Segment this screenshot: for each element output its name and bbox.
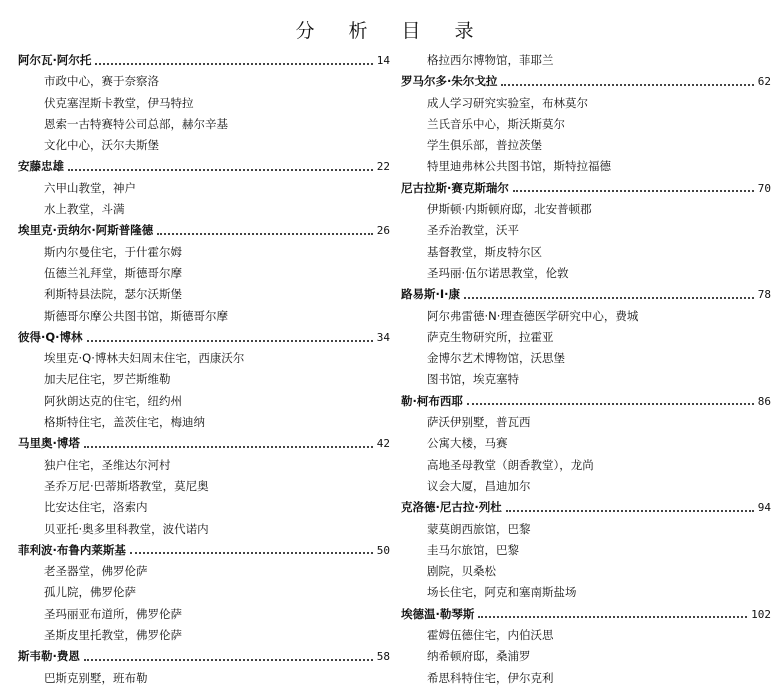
- toc-building-entry: 纳希顿府邸，桑浦罗: [427, 649, 531, 664]
- toc-building-entry: 伏克塞涅斯卡教堂，伊马特拉: [44, 95, 194, 110]
- toc-building-entry: 圭马尔旅馆，巴黎: [427, 542, 519, 557]
- toc-building-entry: 阿狄朗达克的住宅，纽约州: [44, 393, 182, 408]
- toc-building-entry: 利斯特县法院，瑟尔沃斯堡: [44, 287, 182, 302]
- toc-building-entry: 金博尔艺术博物馆，沃思堡: [427, 351, 565, 366]
- dot-leader: [464, 297, 754, 299]
- dot-leader: [68, 169, 373, 171]
- toc-section-entry: [401, 391, 771, 412]
- toc-building-entry: 图书馆，埃克塞特: [427, 372, 519, 387]
- toc-building-entry: 六甲山教堂，神户: [44, 180, 136, 195]
- toc-left-column: [18, 50, 390, 689]
- toc-building-entry: 特里迪弗林公共图书馆，斯特拉福德: [427, 159, 611, 174]
- toc-building-entry: 恩索一古特赛特公司总部，赫尔辛基: [44, 116, 228, 131]
- page-number: 50: [376, 543, 390, 557]
- page-number: 22: [376, 160, 390, 174]
- toc-building-entry: 公寓大楼，马赛: [427, 436, 508, 451]
- dot-leader: [513, 190, 754, 192]
- toc-section-entry: [18, 646, 390, 667]
- toc-building-entry: 希思科特住宅，伊尔克利: [427, 670, 554, 685]
- toc-building-entry: 剧院，贝桑松: [427, 564, 496, 579]
- toc-building-entry: 圣斯皮里托教堂，佛罗伦萨: [44, 628, 182, 643]
- toc-building-entry: 萨沃伊别墅，普瓦西: [427, 415, 531, 430]
- toc-building-entry: 基督教堂，斯皮特尔区: [427, 244, 542, 259]
- page-number: 102: [751, 607, 771, 621]
- page-number: 94: [757, 501, 771, 515]
- toc-building-entry: 文化中心，沃尔夫斯堡: [44, 138, 159, 153]
- architect-name: 安藤忠雄: [18, 159, 64, 174]
- toc-building-entry: 水上教堂，斗满: [44, 202, 125, 217]
- toc-building-entry: 比安达住宅，洛索内: [44, 500, 148, 515]
- toc-section-entry: [401, 284, 771, 305]
- toc-building-entry: 学生俱乐部，普拉茨堡: [427, 138, 542, 153]
- toc-section-entry: [401, 71, 771, 92]
- page-number: 70: [757, 181, 771, 195]
- dot-leader: [87, 340, 373, 342]
- toc-section-entry: [18, 327, 390, 348]
- toc-section-entry: [18, 540, 390, 561]
- architect-name: 阿尔瓦·阿尔托: [18, 53, 92, 67]
- toc-building-entry: 独户住宅，圣维达尔河村: [44, 457, 171, 472]
- architect-name: 菲利波·布鲁内莱斯基: [18, 542, 126, 557]
- page-number: 58: [376, 650, 390, 664]
- toc-section-entry: [18, 50, 390, 71]
- toc-building-entry: 斯德哥尔摩公共图书馆，斯德哥尔摩: [44, 308, 228, 323]
- toc-building-entry: 巴斯克别墅，班布勒: [44, 670, 148, 685]
- toc-building-entry: 市政中心，赛于奈察洛: [44, 74, 159, 89]
- architect-name: 埃里克·贡纳尔·阿斯普隆德: [18, 223, 154, 238]
- toc-section-entry: [401, 178, 771, 199]
- toc-building-entry: 埃里克·Q·博林夫妇周末住宅，西康沃尔: [44, 351, 245, 366]
- toc-building-entry: 萨克生物研究所，拉霍亚: [427, 329, 554, 344]
- architect-name: 马里奥·博塔: [18, 436, 80, 451]
- toc-section-entry: [18, 220, 390, 241]
- toc-right-column: [401, 50, 771, 689]
- architect-name: 勒·柯布西耶: [401, 393, 463, 408]
- toc-building-entry: 场长住宅，阿克和塞南斯盐场: [427, 585, 577, 600]
- toc-building-entry: 成人学习研究实验室，布林莫尔: [427, 95, 588, 110]
- page-title: 分 析 目 录: [295, 20, 488, 42]
- toc-building-entry: 高地圣母教堂（朗香教堂），龙尚: [427, 457, 594, 472]
- dot-leader: [506, 510, 754, 512]
- architect-name: 克洛德·尼古拉·列杜: [401, 500, 502, 515]
- toc-building-entry: 圣乔治教堂，沃平: [427, 223, 519, 238]
- page-number: 78: [757, 288, 771, 302]
- toc-building-entry: 圣乔万尼·巴蒂斯塔教堂，莫尼奥: [44, 478, 209, 493]
- dot-leader: [501, 84, 753, 86]
- dot-leader: [478, 616, 747, 618]
- toc-building-entry: 兰氏音乐中心，斯沃斯莫尔: [427, 116, 565, 131]
- toc-building-entry: 贝亚托·奥多里科教堂，波代诺内: [44, 521, 209, 536]
- toc-building-entry: 老圣器堂，佛罗伦萨: [44, 564, 148, 579]
- toc-building-entry: 阿尔弗雷德·N·理查德医学研究中心，费城: [427, 308, 639, 323]
- toc-building-entry: 格斯特住宅，盖茨住宅，梅迪纳: [44, 415, 205, 430]
- page-number: 34: [376, 330, 390, 344]
- architect-name: 路易斯·I·康: [401, 287, 461, 302]
- toc-building-entry: 斯内尔曼住宅，于什霍尔姆: [44, 244, 182, 259]
- architect-name: 斯韦勒·费恩: [18, 649, 80, 664]
- toc-section-entry: [18, 156, 390, 177]
- dot-leader: [130, 552, 373, 554]
- toc-building-entry: 蒙莫朗西旅馆，巴黎: [427, 521, 531, 536]
- page-number: 86: [757, 394, 771, 408]
- toc-section-entry: [18, 433, 390, 454]
- toc-building-entry: 议会大厦，昌迪加尔: [427, 478, 531, 493]
- architect-name: 埃德温·勒琴斯: [401, 606, 475, 621]
- architect-name: 罗马尔多·朱尔戈拉: [401, 74, 498, 89]
- page-number: 62: [757, 75, 771, 89]
- toc-section-entry: [401, 604, 771, 625]
- toc-building-entry: 霍姆伍德住宅，内伯沃思: [427, 628, 554, 643]
- toc-section-entry: [401, 497, 771, 518]
- toc-building-entry: 孤儿院，佛罗伦萨: [44, 585, 136, 600]
- toc-building-entry: 圣玛丽·伍尔诺思教堂，伦敦: [427, 265, 569, 280]
- toc-building-entry: 圣玛丽亚布道所，佛罗伦萨: [44, 606, 182, 621]
- toc-building-entry: 加夫尼住宅，罗芒斯维勒: [44, 372, 171, 387]
- dot-leader: [84, 659, 373, 661]
- dot-leader: [95, 63, 372, 65]
- toc-building-entry: 伊斯顿·内斯顿府邸，北安普顿郡: [427, 202, 592, 217]
- page-number: 26: [376, 224, 390, 238]
- architect-name: 彼得·Q·博林: [18, 329, 83, 344]
- toc-building-entry: 格拉西尔博物馆，菲耶兰: [427, 53, 554, 67]
- dot-leader: [84, 446, 373, 448]
- dot-leader: [467, 403, 754, 405]
- toc-building-entry: 伍德兰礼拜堂，斯德哥尔摩: [44, 265, 182, 280]
- dot-leader: [157, 233, 373, 235]
- page-number: 42: [376, 437, 390, 451]
- architect-name: 尼古拉斯·赛克斯瑞尔: [401, 180, 509, 195]
- page-number: 14: [376, 54, 390, 67]
